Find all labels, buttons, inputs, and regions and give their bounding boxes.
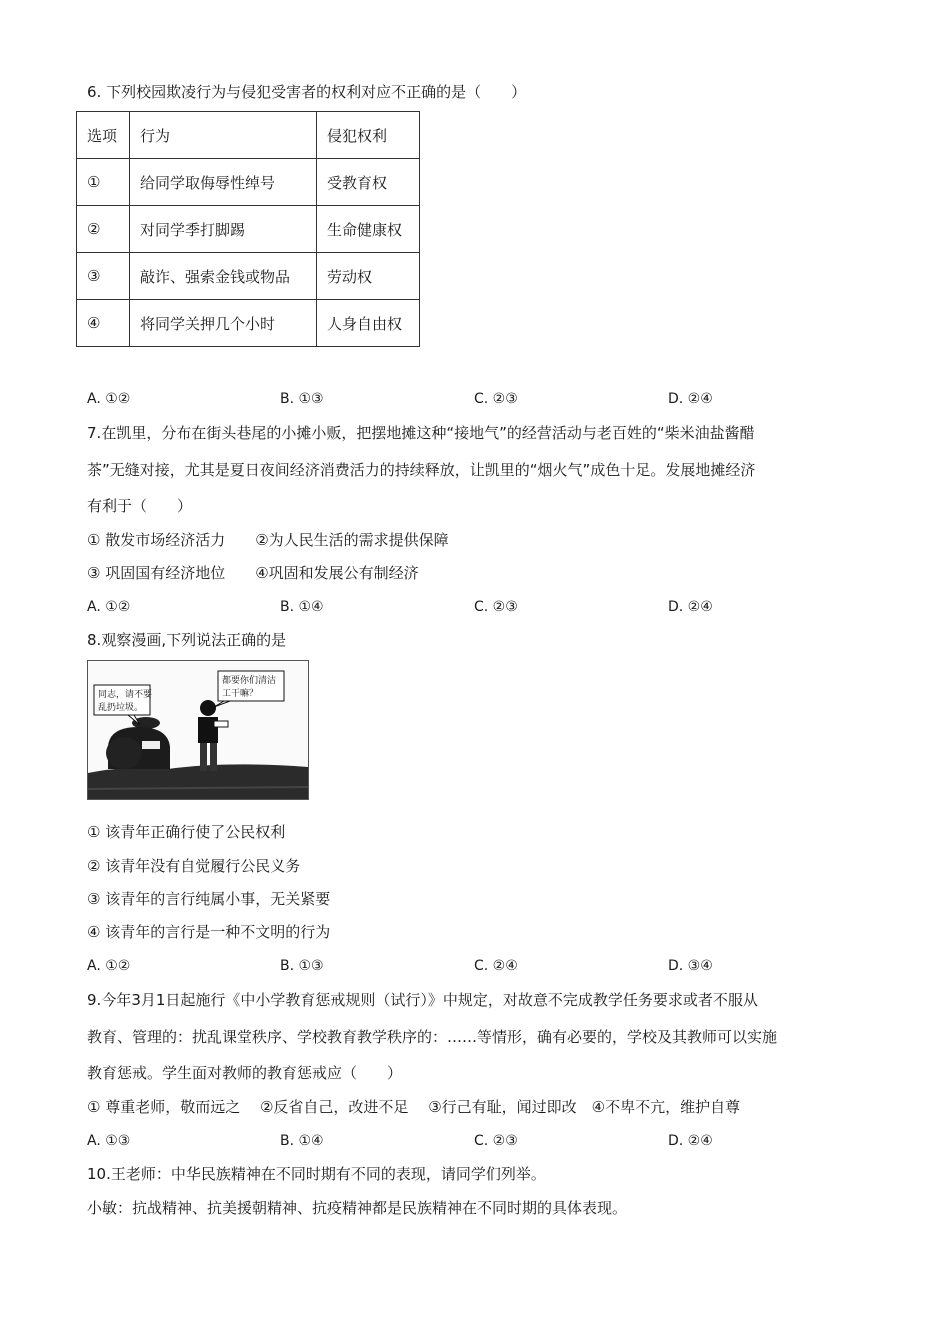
bubble-left-line-2: 乱扔垃圾。 — [98, 703, 144, 713]
option-c[interactable]: C. ②④ — [474, 958, 518, 974]
q7-item-row-2: ③ 巩固国有经济地位 ④巩固和发展公有制经济 — [87, 564, 419, 582]
q7-text: 在凯里，分布在街头巷尾的小摊小贩，把摆地摊这种“接地气”的经营活动与老百姓的“柴米油盐酱醋 — [101, 424, 755, 442]
option-b[interactable]: B. ①④ — [280, 1133, 324, 1149]
option-d[interactable]: D. ②④ — [668, 599, 713, 615]
table-cell: 人身自由权 — [317, 300, 420, 347]
table-cell: 将同学关押几个小时 — [130, 300, 317, 347]
q10-line-1 — [87, 1164, 546, 1184]
option-c[interactable]: C. ②③ — [474, 1133, 518, 1149]
q9-line-2: 教育、管理的：扰乱课堂秩序、学校教育教学秩序的：……等情形，确有必要的，学校及其教师可以实施 — [87, 1028, 778, 1046]
q6-stem: 6. 下列校园欺凌行为与侵犯受害者的权利对应不正确的是（ ） — [87, 83, 527, 101]
q8-options — [87, 956, 867, 976]
q8-text: 观察漫画,下列说法正确的是 — [101, 631, 287, 649]
q7-line-3: 有利于（ ） — [87, 497, 193, 515]
q7-item-row-1: ① 散发市场经济活力 ②为人民生活的需求提供保障 — [87, 531, 449, 549]
cartoon-image — [87, 660, 309, 800]
q9-line-3: 教育惩戒。学生面对教师的教育惩戒应（ ） — [87, 1064, 403, 1082]
table-cell: 劳动权 — [317, 253, 420, 300]
option-a[interactable]: A. ①③ — [87, 1133, 131, 1149]
table-header-cell: 侵犯权利 — [317, 112, 420, 159]
q8-item-1: ① 该青年正确行使了公民权利 — [87, 823, 286, 841]
q9-options — [87, 1131, 867, 1151]
q9-items: ① 尊重老师，敬而远之 ②反省自己，改进不足 ③行己有耻，闻过即改 ④不卑不亢，维护自尊 — [87, 1098, 741, 1116]
q10-line-2: 小敏：抗战精神、抗美援朝精神、抗疫精神都是民族精神在不同时期的具体表现。 — [87, 1199, 628, 1217]
option-c[interactable]: C. ②③ — [474, 391, 518, 407]
option-b[interactable]: B. ①④ — [280, 599, 324, 615]
q8-stem — [87, 630, 286, 650]
table-row — [77, 300, 420, 347]
table-cell: 给同学取侮辱性绰号 — [130, 159, 317, 206]
table-cell: 对同学季打脚踢 — [130, 206, 317, 253]
bubble-right-line-2: 工干嘛？ — [222, 689, 259, 699]
table-row — [77, 206, 420, 253]
bubble-right-line-1: 都要你们清洁 — [222, 676, 277, 686]
option-a[interactable]: A. ①② — [87, 599, 131, 615]
q6-table — [76, 111, 420, 347]
option-a[interactable]: A. ①② — [87, 391, 131, 407]
option-a[interactable]: A. ①② — [87, 958, 131, 974]
q6-options — [87, 389, 867, 409]
table-cell: ④ — [77, 300, 130, 347]
table-header-cell: 行为 — [130, 112, 317, 159]
option-d[interactable]: D. ②④ — [668, 391, 713, 407]
table-header-row — [77, 112, 420, 159]
table-cell: ③ — [77, 253, 130, 300]
q7-line-2: 茶”无缝对接，尤其是夏日夜间经济消费活力的持续释放，让凯里的“烟火气”成色十足。发展地摊经济 — [87, 461, 756, 479]
question-number: 7. — [87, 424, 102, 442]
table-header-cell: 选项 — [77, 112, 130, 159]
table-cell: 生命健康权 — [317, 206, 420, 253]
q8-item-3: ③ 该青年的言行纯属小事，无关紧要 — [87, 890, 331, 908]
option-c[interactable]: C. ②③ — [474, 599, 518, 615]
table-row — [77, 159, 420, 206]
question-number: 8. — [87, 631, 102, 649]
table-cell: ② — [77, 206, 130, 253]
option-d[interactable]: D. ③④ — [668, 958, 713, 974]
bubble-left-line-1: 同志，请不要 — [98, 690, 153, 700]
cartoon-drawing — [88, 661, 308, 799]
table-cell: 受教育权 — [317, 159, 420, 206]
q9-text: 今年3月1日起施行《中小学教育惩戒规则（试行）》中规定，对故意不完成教学任务要求或者不服从 — [101, 991, 758, 1009]
table-cell: ① — [77, 159, 130, 206]
q10-text: 王老师：中华民族精神在不同时期有不同的表现，请同学们列举。 — [110, 1165, 546, 1183]
option-b[interactable]: B. ①③ — [280, 391, 324, 407]
table-row — [77, 253, 420, 300]
table-cell: 敲诈、强索金钱或物品 — [130, 253, 317, 300]
option-b[interactable]: B. ①③ — [280, 958, 324, 974]
q8-item-2: ② 该青年没有自觉履行公民义务 — [87, 857, 301, 875]
question-number: 10. — [87, 1165, 111, 1183]
q9-line-1 — [87, 990, 758, 1010]
question-number: 9. — [87, 991, 102, 1009]
q8-item-4: ④ 该青年的言行是一种不文明的行为 — [87, 923, 331, 941]
option-d[interactable]: D. ②④ — [668, 1133, 713, 1149]
q7-line-1 — [87, 423, 755, 443]
q7-options — [87, 597, 867, 617]
